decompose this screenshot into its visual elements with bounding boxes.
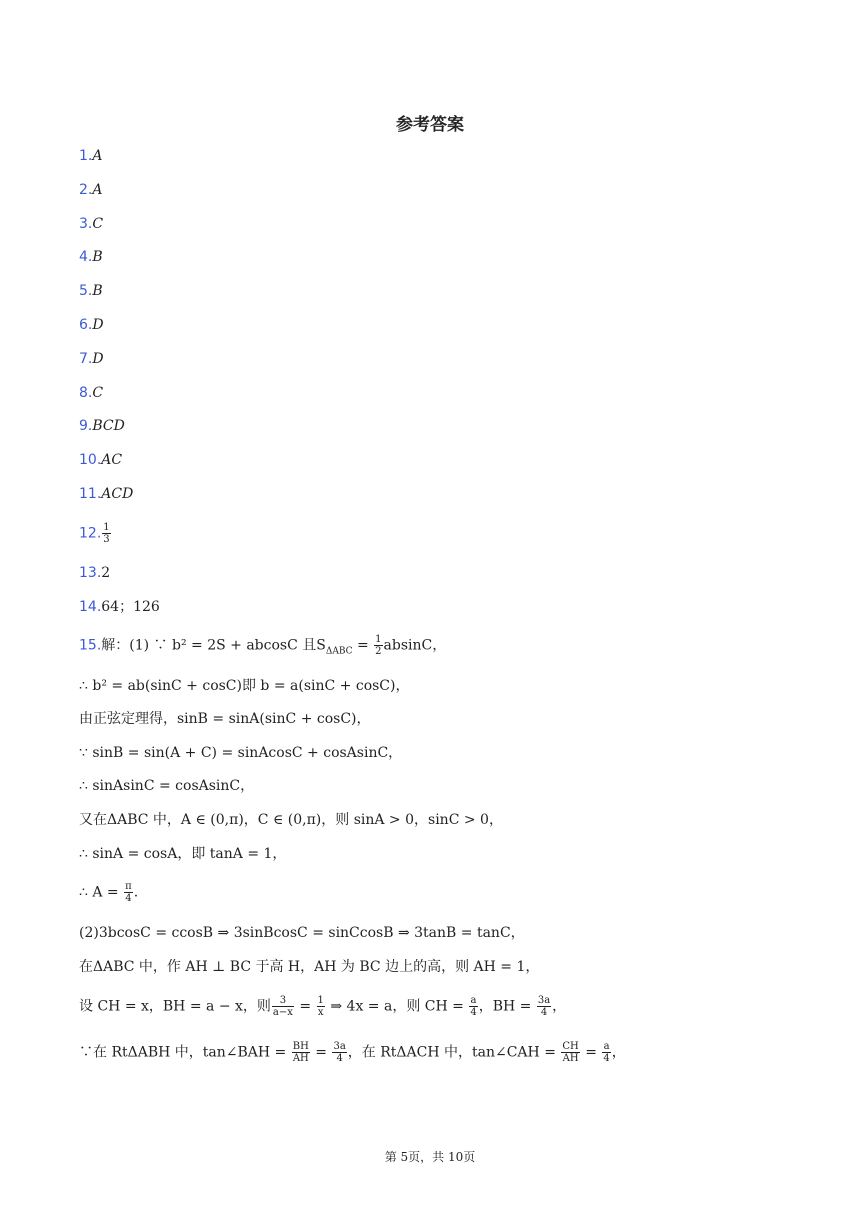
answer-number: 6.: [79, 317, 93, 333]
answer-value: B: [92, 283, 103, 299]
answer-value: 2: [101, 565, 111, 581]
answer-number: 10.: [79, 452, 102, 468]
solution-line: ∵在 RtΔABH 中，tan∠BAH = $\frac{BH}{AH}$ = $\frac{3a}{4}$ ，在 RtΔACH 中，tan∠CAH = $\frac{CH}{AH}$ = $\frac{a}{4}$ ，: [79, 1041, 626, 1064]
answer-number: 11.: [79, 486, 102, 502]
answer-fraction: $\frac{1}{3}$: [103, 522, 110, 545]
answer-item: [79, 349, 104, 369]
answer-number: 14.: [79, 599, 102, 615]
answer-number: 15.: [79, 637, 102, 654]
page-title: 参考答案: [396, 115, 464, 135]
answer-item: [79, 281, 103, 301]
solution-line: 又在ΔABC 中，A ∈ (0,π)，C ∈ (0,π)，则 sinA > 0，sinC > 0，: [79, 812, 503, 828]
answer-item: [79, 563, 110, 583]
answer-value: D: [92, 317, 104, 333]
solution-line: 15.解：(1) ∵ b² = 2S + abcosC 且$S_{\Delta ABC}$ = $\frac{1}{2}$ absinC，: [79, 634, 447, 657]
page-footer: 第 5页，共 10页: [384, 1150, 476, 1164]
solution-line: ∵ sinB = sin(A + C) = sinAcosC + cosAsinC，: [79, 745, 403, 761]
answer-number: 1.: [79, 148, 93, 164]
solution-line: ∴ b² = ab(sinC + cosC)即 b = a(sinC + cosC)，: [79, 678, 410, 694]
answer-value: A: [92, 148, 103, 164]
answer-number: 8.: [79, 385, 93, 401]
answer-value: ACD: [101, 486, 134, 502]
answer-item: [79, 522, 112, 545]
solution-line: ∴ sinA = cosA，即 tanA = 1，: [79, 846, 287, 862]
answer-item: [79, 597, 160, 617]
answer-value: C: [92, 385, 104, 401]
answer-value: C: [92, 216, 104, 232]
answer-value: A: [92, 182, 103, 198]
answer-item: [79, 180, 102, 200]
solution-line: 设 CH = x，BH = a − x，则 $\frac{3}{a-x}$ = $\frac{1}{x}$ ⇒ 4x = a，则 CH = $\frac{a}{4}$ ，BH = $\frac{3a}{4}$ ，: [79, 995, 567, 1018]
answer-number: 2.: [79, 182, 93, 198]
answer-value: 64；126: [101, 599, 160, 615]
answer-value: D: [92, 351, 104, 367]
answer-item: [79, 247, 103, 267]
answer-value: B: [92, 249, 103, 265]
answer-value: AC: [101, 452, 123, 468]
answer-item: [79, 416, 125, 436]
answer-number: 9.: [79, 418, 93, 434]
answer-number: 3.: [79, 216, 93, 232]
answer-value: BCD: [92, 418, 125, 434]
solution-line: (2)3bcosC = ccosB ⇒ 3sinBcosC = sinCcosB ⇒ 3tanB = tanC，: [79, 925, 525, 941]
answer-number: 5.: [79, 283, 93, 299]
answer-number: 7.: [79, 351, 93, 367]
answer-item: [79, 315, 104, 335]
answer-item: [79, 214, 103, 234]
answer-item: [79, 146, 102, 166]
answer-item: [79, 450, 122, 470]
answer-item: [79, 484, 133, 504]
solution-line: ∴ sinAsinC = cosAsinC，: [79, 778, 255, 794]
solution-line: 在ΔABC 中，作 AH ⊥ BC 于高 H，AH 为 BC 边上的高，则 AH = 1，: [79, 959, 540, 975]
answer-number: 12.: [79, 525, 102, 542]
solution-line: ∴ A = $\frac{\pi}{4}$ .: [79, 881, 139, 904]
solution-line: 由正弦定理得，sinB = sinA(sinC + cosC)，: [79, 711, 371, 727]
answer-item: [79, 383, 103, 403]
answer-number: 13.: [79, 565, 102, 581]
answer-number: 4.: [79, 249, 93, 265]
